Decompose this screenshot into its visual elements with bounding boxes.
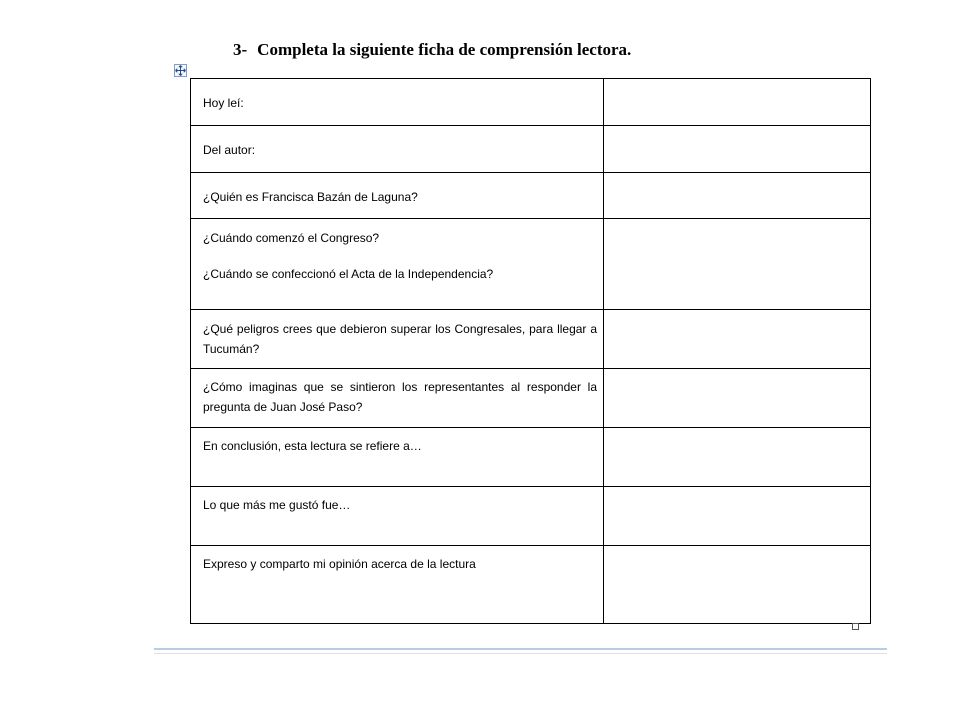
question-text: Lo que más me gustó fue…	[203, 498, 351, 512]
footer-divider	[154, 648, 887, 654]
question-text: ¿Cuándo comenzó el Congreso?	[203, 231, 380, 245]
table-row	[191, 173, 871, 219]
question-cell	[191, 79, 604, 126]
question-cell	[191, 428, 604, 487]
table-row	[191, 126, 871, 173]
question-text: ¿Qué peligros crees que debieron superar los Congresales, para llegar a Tucumán?	[203, 322, 597, 356]
table-row	[191, 310, 871, 369]
table-row	[191, 487, 871, 546]
question-cell	[191, 219, 604, 310]
table-row	[191, 369, 871, 428]
question-cell	[191, 369, 604, 428]
question-text: Hoy leí:	[203, 96, 244, 110]
question-cell	[191, 546, 604, 624]
question-text: ¿Cómo imaginas que se sintieron los representantes al responder la pregunta de Juan José Paso?	[203, 380, 597, 414]
heading-text: Completa la siguiente ficha de comprensión lectora.	[257, 40, 632, 59]
answer-cell[interactable]	[604, 173, 871, 219]
answer-cell[interactable]	[604, 428, 871, 487]
question-cell	[191, 310, 604, 369]
page-heading	[233, 40, 631, 60]
table-row	[191, 79, 871, 126]
question-cell	[191, 126, 604, 173]
answer-cell[interactable]	[604, 546, 871, 624]
question-text: ¿Quién es Francisca Bazán de Laguna?	[203, 190, 418, 204]
question-text: En conclusión, esta lectura se refiere a…	[203, 439, 422, 453]
answer-cell[interactable]	[604, 369, 871, 428]
heading-number: 3-	[233, 40, 248, 59]
question-cell	[191, 173, 604, 219]
table-resize-icon[interactable]	[852, 623, 859, 630]
answer-cell[interactable]	[604, 310, 871, 369]
reading-comprehension-table	[190, 78, 871, 624]
table-move-icon[interactable]	[174, 64, 187, 77]
answer-cell[interactable]	[604, 219, 871, 310]
answer-cell[interactable]	[604, 126, 871, 173]
question-text: ¿Cuándo se confeccionó el Acta de la Independencia?	[203, 267, 494, 281]
table-row	[191, 546, 871, 624]
answer-cell[interactable]	[604, 487, 871, 546]
table-row	[191, 428, 871, 487]
question-cell	[191, 487, 604, 546]
answer-cell[interactable]	[604, 79, 871, 126]
question-text: Expreso y comparto mi opinión acerca de la lectura	[203, 557, 476, 571]
question-text: Del autor:	[203, 143, 256, 157]
table-row	[191, 219, 871, 310]
